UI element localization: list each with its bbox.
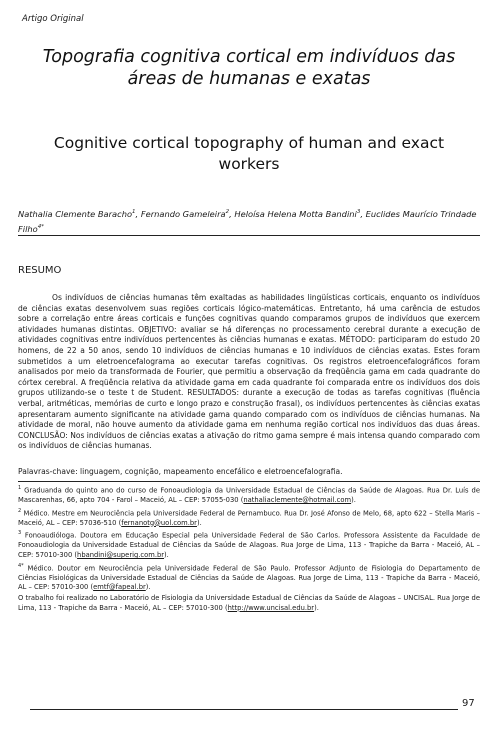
footnote-text-end: ). (314, 603, 319, 612)
footnote-text: Médico. Mestre em Neurociência pela Universidade Federal de Pernambuco. Rua Dr. José Afonso de Melo, 68, apto 622 – Stella Maris – Maceió, AL – CEP: 57036-510 ( (18, 508, 480, 527)
abstract-heading: RESUMO (18, 265, 62, 276)
author-separator: , (135, 208, 141, 219)
email-link[interactable]: fernanotg@uol.com.br (121, 518, 197, 527)
footnote-text: Graduanda do quinto ano do curso de Fonoaudiologia da Universidade Estadual de Ciências da Saúde de Alagoas. Rua Dr. Luís de Mascarenhas, 66, apto 704 - Farol – Maceió, AL – CEP: 57055-030 ( (18, 486, 480, 504)
footnote-2 (18, 507, 480, 529)
author-affiliation-mark: 2 (225, 209, 230, 215)
page-footer-rule (30, 709, 458, 710)
footnote-mark: 1 (18, 485, 22, 491)
footnote-divider (18, 481, 480, 482)
author-affiliation-mark: 4* (37, 223, 44, 230)
page-number: 97 (462, 698, 475, 709)
title-en-line-1: Cognitive cortical topography of human and exact (53, 134, 445, 152)
footnote-1 (18, 484, 480, 506)
title-en-line-2: workers (218, 155, 280, 173)
footnote-5 (18, 594, 480, 613)
footnote-mark: 4* (18, 562, 24, 569)
header-divider (18, 235, 480, 236)
email-link[interactable]: hbandini@superig.com.br (77, 550, 165, 559)
footnote-text-end: ). (351, 495, 356, 504)
footnote-text-end: ). (164, 550, 169, 559)
author-separator: , (229, 208, 235, 219)
author-name: Heloísa Helena Motta Bandini (234, 208, 357, 219)
author-affiliation-mark: 3 (356, 209, 361, 215)
email-link[interactable]: nathaliaclemente@hotmail.com (243, 495, 352, 504)
footnote-text-end: ). (145, 583, 151, 592)
author-separator: , (360, 208, 366, 219)
footnote-mark: 3 (18, 530, 22, 537)
footnotes (18, 484, 480, 614)
author-name: Nathalia Clemente Baracho (18, 208, 133, 219)
title-pt-line-2: áreas de humanas e exatas (127, 69, 371, 89)
footnote-text-end: ). (196, 518, 202, 527)
footnote-text: O trabalho foi realizado no Laboratório de Fisiologia da Universidade Estadual de Ciências da Saúde de Alagoas – UNCISAL. Rua Jorge de Lima, 113 - Trapiche da Barra - Maceió, AL – CEP: 57010-300 ( (18, 594, 480, 612)
footnote-mark: 2 (18, 507, 22, 514)
footnote-text: Médico. Doutor em Neurociência pela Universidade Federal de São Paulo. Professor Adjunto de Fisiologia do Departamento de Ciências Fisiológicas da Universidade Estadual de Ciências da Saúde de Alagoas. Rua Jorge de Lima, 113 - Trapiche da Barra - Maceió, AL – CEP: 57010-300 ( (18, 563, 480, 592)
footnote-text: Fonoaudióloga. Doutora em Educação Especial pela Universidade Federal de São Carlos. Professora Assistente da Faculdade de Fonoaudiologia da Universidade Estadual de Ciências da Saúde de Alagoas. Rua Jorge de Lima, 113 - Trapiche da Barra - Maceió, AL – CEP: 57010-300 ( (18, 531, 480, 559)
footnote-3 (18, 529, 480, 560)
footnote-4 (18, 562, 480, 593)
title-english (20, 133, 478, 175)
author-name: Fernando Gameleira (140, 208, 226, 219)
author-name: Euclides Maurício Trindade Filho (18, 208, 477, 234)
title-portuguese (20, 46, 478, 90)
website-link[interactable]: http://www.uncisal.edu.br (227, 603, 315, 612)
title-pt-line-1: Topografia cognitiva cortical em indivíduos das (42, 47, 456, 67)
author-list (18, 206, 480, 236)
author-affiliation-mark: 1 (132, 209, 136, 215)
abstract-body: Os indivíduos de ciências humanas têm exaltadas as habilidades lingüísticas corticais, enquanto os indivíduos de ciências exatas desenvolvem suas regiões corticais lógico-matemáticas. Entretanto, há uma carência de estudos sobre a correlação entre áreas corticais e funções cognitivas quando comparamos grupos de indivíduos que exercem atividades humanas distintas. OBJETIVO: avaliar se há diferenças no processamento cerebral durante a execução de atividades cognitivas entre indivíduos pertencentes às ciências humanas e exatas. MÉTODO: participaram do estudo 20 homens, de 22 a 50 anos, sendo 10 indivíduos de ciências humanas e 10 indivíduos de ciências exatas. Estes foram submetidos a um eletroencefalograma ao executar tarefas cognitivas. Os registros eletroencefalográficos foram analisados por meio da transformada de Fourier, que permitiu a observação da freqüência gama em cada quadrante do córtex cerebral. A freqüência relativa da atividade gama em cada quadrante foi comparada entre os indivíduos dos dois grupos utilizando-se o teste t de Student. RESULTADOS: durante a execução de todas as tarefas cognitivas (fluência verbal, aritméticas, memórias de curto e longo prazo e construção frasal), os indivíduos pertencentes às ciências exatas apresentaram aumento significante na atividade gama quando comparado com os indivíduos de ciências humanas. Na atividade de moral, não houve aumento da atividade gama em nenhuma região cortical nos indivíduos das duas áreas. CONCLUSÃO: Nos indivíduos de ciências exatas a ativação do ritmo gama sempre é mais intensa quando comparado com os indivíduos de ciências humanas. (18, 293, 480, 451)
email-link[interactable]: emtf@fapeal.br (93, 583, 146, 592)
section-label: Artigo Original (22, 14, 84, 24)
keywords-label: Palavras-chave: (18, 467, 78, 476)
keywords (18, 467, 343, 478)
keywords-text: linguagem, cognição, mapeamento encefálico e eletroencefalografia. (77, 467, 343, 476)
